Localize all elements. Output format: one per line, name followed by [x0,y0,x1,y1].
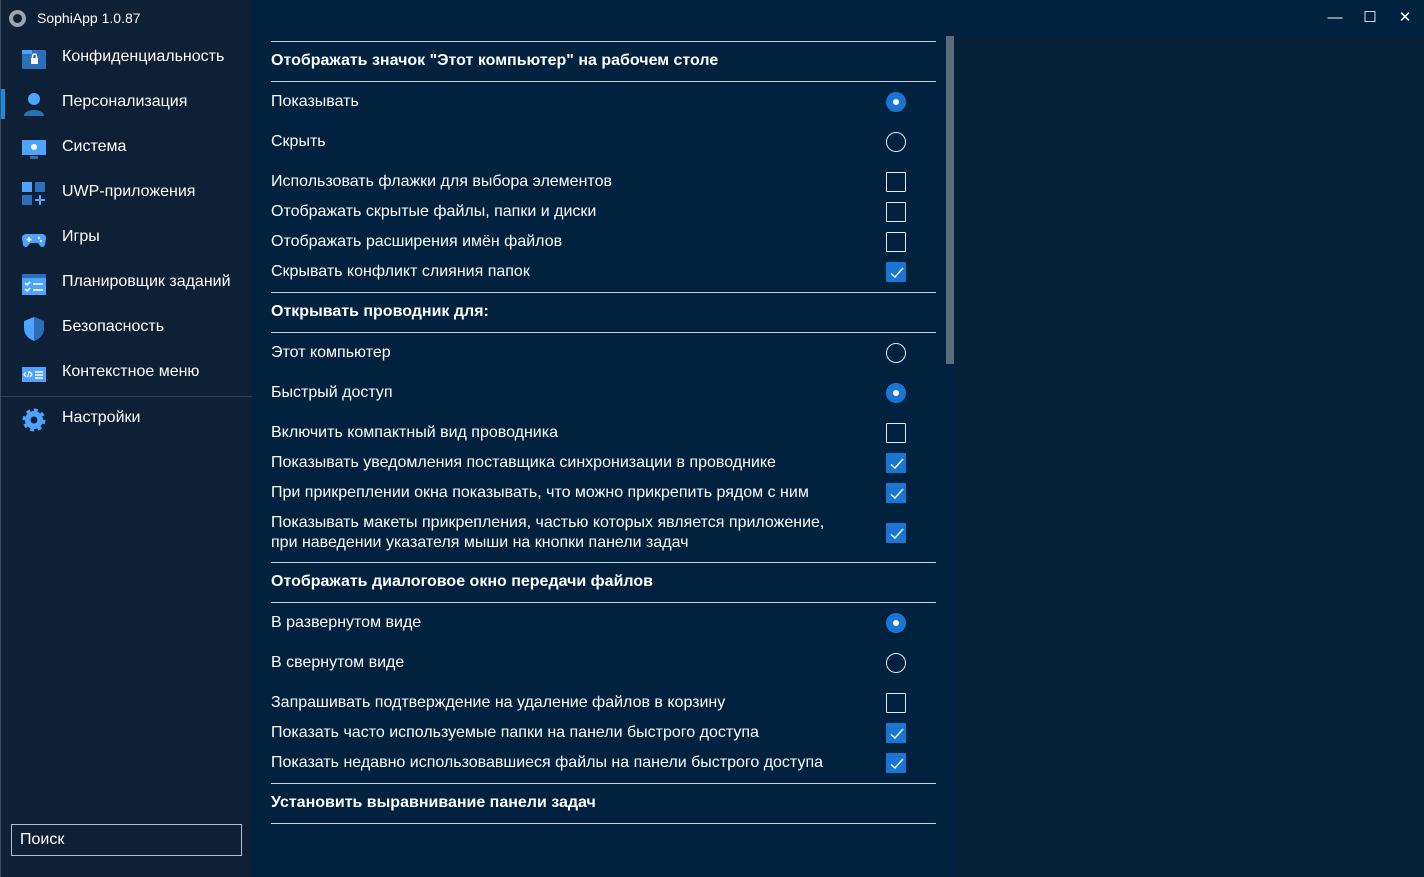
checkbox-sync-notifications[interactable] [886,453,906,473]
checkbox-frequent-folders[interactable] [886,723,906,743]
checkbox-snap-assist[interactable] [886,483,906,503]
section-divider [271,562,936,563]
gamepad-icon [21,226,47,252]
option-label: Показывать [271,93,359,110]
option-label: Быстрый доступ [271,384,393,401]
checkmark-icon [889,456,905,472]
radio-open-quick-access[interactable] [886,383,906,403]
radio-expanded[interactable] [886,613,906,633]
sidebar-item-personalization[interactable] [1,81,252,126]
app-title: SophiApp 1.0.87 [37,10,141,26]
option-label: Скрыть [271,133,326,150]
option-label: Использовать флажки для выбора элементов [271,173,612,190]
sidebar-item-label: Настройки [62,409,141,426]
app-logo-icon [9,10,26,27]
shield-icon [21,316,47,342]
checkbox-compact-view[interactable] [886,423,906,443]
sidebar-item-label: Контекстное меню [62,363,200,380]
sidebar [0,0,252,877]
section-divider [271,81,936,82]
checkmark-icon [889,526,905,542]
radio-open-this-pc[interactable] [886,343,906,363]
option-label: В развернутом виде [271,614,422,631]
section-title: Отображать диалоговое окно передачи файлов [271,573,653,590]
radio-collapsed[interactable] [886,653,906,673]
checkmark-icon [889,756,905,772]
option-label: Запрашивать подтверждение на удаление файлов в корзину [271,694,726,711]
sidebar-item-security[interactable] [1,306,252,351]
task-scheduler-icon [21,271,47,297]
checkbox-recent-files[interactable] [886,753,906,773]
sidebar-item-privacy[interactable] [1,36,252,81]
sidebar-item-system[interactable] [1,126,252,171]
close-button[interactable]: ✕ [1398,9,1412,26]
sidebar-item-uwp-apps[interactable] [1,171,252,216]
sidebar-item-label: Система [62,138,127,155]
section-title: Отображать значок "Этот компьютер" на рабочем столе [271,52,719,69]
personalization-icon [21,91,47,117]
option-label: Отображать расширения имён файлов [271,233,563,250]
gear-icon [21,407,47,433]
section-divider [271,823,936,824]
uwp-apps-icon [21,181,47,207]
option-label: Показать часто используемые папки на панели быстрого доступа [271,724,759,741]
option-label: При прикреплении окна показывать, что можно прикрепить рядом с ним [271,484,809,501]
scrollbar-thumb[interactable] [946,36,954,364]
checkmark-icon [889,726,905,742]
checkbox-recycle-confirm[interactable] [886,693,906,713]
context-menu-icon [21,361,47,387]
sidebar-item-label: Игры [62,228,100,245]
sidebar-item-label: Персонализация [62,93,188,110]
checkmark-icon [889,486,905,502]
privacy-icon [21,46,47,72]
checkmark-icon [889,265,905,281]
option-label: Показывать макеты прикрепления, частью которых является приложение, [271,514,825,531]
option-label-line2: при наведении указателя мыши на кнопки панели задач [271,534,689,551]
section-divider [271,783,936,784]
sidebar-item-label: Безопасность [62,318,165,335]
section-divider [271,602,936,603]
option-label: Скрывать конфликт слияния папок [271,263,530,280]
option-label: Этот компьютер [271,344,391,361]
option-label: В свернутом виде [271,654,405,671]
radio-hide-this-pc[interactable] [886,132,906,152]
minimize-button[interactable]: — [1327,9,1343,26]
search-input[interactable] [11,824,242,856]
section-divider [271,332,936,333]
sidebar-item-label: UWP-приложения [62,183,196,200]
section-title: Установить выравнивание панели задач [271,794,596,811]
checkbox-merge-conflicts[interactable] [886,262,906,282]
maximize-button[interactable]: ☐ [1363,9,1377,26]
checkbox-snap-layouts[interactable] [886,523,906,543]
sidebar-item-context-menu[interactable] [1,351,252,396]
sidebar-item-label: Конфиденциальность [62,48,225,65]
system-icon [21,136,47,162]
section-title: Открывать проводник для: [271,303,489,320]
checkbox-file-extensions[interactable] [886,232,906,252]
section-divider [271,292,936,293]
sidebar-item-label: Планировщик заданий [62,273,231,290]
checkbox-item-checkboxes[interactable] [886,172,906,192]
section-divider [271,41,936,42]
option-label: Показывать уведомления поставщика синхронизации в проводнике [271,454,776,471]
option-label: Включить компактный вид проводника [271,424,558,441]
sidebar-item-games[interactable] [1,216,252,261]
radio-show-this-pc[interactable] [886,92,906,112]
checkbox-hidden-files[interactable] [886,202,906,222]
option-label: Показать недавно использовавшиеся файлы на панели быстрого доступа [271,754,823,771]
sidebar-item-settings[interactable] [1,397,252,442]
right-panel [955,36,1423,877]
sidebar-item-task-scheduler[interactable] [1,261,252,306]
option-label: Отображать скрытые файлы, папки и диски [271,203,597,220]
